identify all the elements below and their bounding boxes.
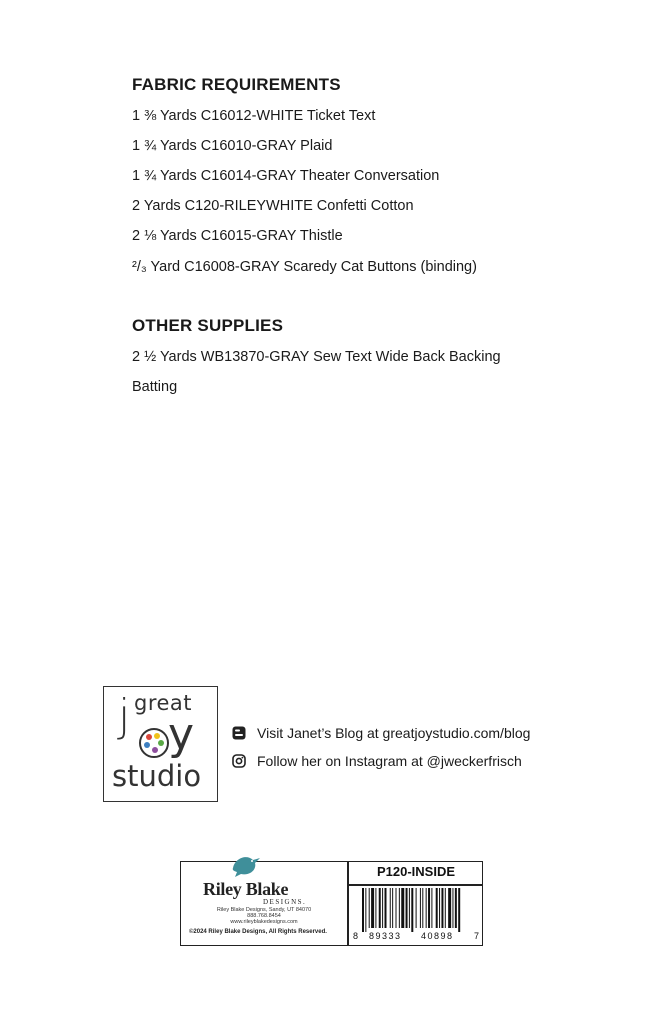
blog-link[interactable] xyxy=(232,725,530,741)
instagram-link-text: Follow her on Instagram at @jweckerfrisch xyxy=(257,753,522,769)
blogger-icon xyxy=(232,726,246,740)
other-supplies-heading: OTHER SUPPLIES xyxy=(132,316,284,335)
fabric-requirements-heading: FABRIC REQUIREMENTS xyxy=(132,75,341,94)
barcode-bar xyxy=(452,888,453,928)
blog-link-text: Visit Janet’s Blog at greatjoystudio.com/blog xyxy=(257,725,531,741)
barcode-bar xyxy=(399,888,400,928)
barcode-bar xyxy=(416,888,417,928)
logo-text-j: j xyxy=(118,690,131,741)
supply-item: Batting xyxy=(132,379,178,395)
supply-item: 2 ½ Yards WB13870-GRAY Sew Text Wide Back Backing xyxy=(132,349,501,365)
instagram-link[interactable] xyxy=(232,753,522,769)
barcode-digit-first: 8 xyxy=(353,931,359,941)
barcode-bar xyxy=(396,888,397,928)
fabric-item: 1 ¾ Yards C16010-GRAY Plaid xyxy=(132,138,333,154)
publisher-copyright: ©2024 Riley Blake Designs, All Rights Reserved. xyxy=(189,929,327,935)
barcode-bar xyxy=(458,888,460,932)
barcode-bar xyxy=(406,888,408,928)
barcode-bar xyxy=(390,888,391,928)
fabric-item: 2 ⅛ Yards C16015-GRAY Thistle xyxy=(132,228,343,244)
fabric-item: 2 Yards C120-RILEYWHITE Confetti Cotton xyxy=(132,198,414,214)
publisher-phone: 888.768.8454 xyxy=(247,913,281,919)
barcode-bar xyxy=(385,888,387,928)
barcode-digits-left: 89333 xyxy=(369,931,402,941)
barcode-bar xyxy=(436,888,438,928)
logo-text-great: great xyxy=(134,691,193,715)
barcode-bar xyxy=(431,888,432,928)
barcode-bar xyxy=(439,888,440,928)
fabric-item: 1 ⅜ Yards C16012-WHITE Ticket Text xyxy=(132,108,376,124)
barcode-bar xyxy=(448,888,451,928)
barcode-bar xyxy=(455,888,457,928)
barcode-bar xyxy=(382,888,383,928)
barcode-bar xyxy=(365,888,366,932)
publisher-address: Riley Blake Designs, Sandy, UT 84070 xyxy=(216,907,312,913)
barcode-bar xyxy=(375,888,376,928)
barcode-bar xyxy=(362,888,364,932)
barcode-bar xyxy=(392,888,393,928)
barcode-bar xyxy=(445,888,446,928)
publisher-designs: DESIGNS. xyxy=(263,898,307,906)
barcode-bar xyxy=(401,888,404,928)
logo-text-studio: studio xyxy=(112,759,202,793)
barcode-bar xyxy=(426,888,427,928)
barcode-bar xyxy=(428,888,430,928)
barcode-bar xyxy=(411,888,413,932)
palette-icon xyxy=(138,727,170,759)
fabric-item: 1 ¾ Yards C16014-GRAY Theater Conversation xyxy=(132,168,440,184)
barcode-bar xyxy=(420,888,421,928)
fabric-item: ²/₃ Yard C16008-GRAY Scaredy Cat Buttons (binding) xyxy=(132,259,477,275)
barcode-bar xyxy=(441,888,443,928)
barcode-bar xyxy=(422,888,423,928)
barcode xyxy=(362,888,472,932)
great-joy-studio-logo xyxy=(103,686,218,802)
barcode-digits-right: 40898 xyxy=(421,931,454,941)
barcode-bar xyxy=(369,888,370,928)
product-code-divider xyxy=(348,884,482,886)
barcode-bar xyxy=(379,888,381,928)
bird-logo-icon xyxy=(229,852,263,880)
publisher-name: Riley Blake xyxy=(203,879,289,899)
barcode-bar xyxy=(409,888,410,928)
barcode-bar xyxy=(371,888,374,928)
logo-text-y: y xyxy=(168,709,195,760)
barcode-digit-last: 7 xyxy=(474,931,480,941)
instagram-icon xyxy=(232,754,246,768)
publisher-website: www.rileyblakedesigns.com xyxy=(230,919,298,925)
product-code: P120-INSIDE xyxy=(376,864,456,879)
publisher-label xyxy=(180,861,483,946)
